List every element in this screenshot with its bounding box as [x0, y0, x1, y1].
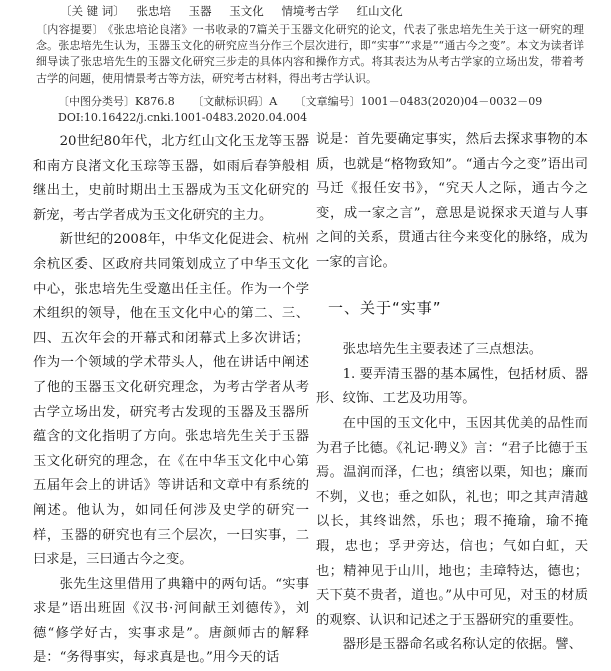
keyword: 红山文化 — [356, 4, 403, 18]
abstract-label: 〔内容提要〕 — [36, 23, 104, 36]
abstract — [36, 22, 584, 87]
body-paragraph: 20世纪80年代，北方红山文化玉龙等玉器和南方良渚文化玉琮等玉器，如雨后春笋般相继出土，史前时期出土玉器成为玉文化研究的新宠，考古学者成为玉文化研究的主力。 — [33, 134, 309, 223]
keyword: 情境考古学 — [281, 4, 339, 18]
keyword: 张忠培 — [136, 4, 171, 18]
body-paragraph: 张先生这里借用了典籍中的两句话。“实事求是”语出班固《汉书·河间献王刘德传》，刘德“修学好古，实事求是”。唐颜师古的解释是：“务得事实，每求真是也。”用今天的话 — [33, 576, 309, 666]
doi: DOI:10.16422/j.cnki.1001-0483.2020.04.004 — [58, 111, 308, 124]
right-column — [316, 128, 588, 658]
abstract-text: 《张忠培论良渚》一书收录的7篇关于玉器文化研究的论文，代表了张忠培先生关于这一研究的理念。张忠培先生认为，玉器玉文化的研究应当分作三个层次进行，即“实事”“求是”“通古今之变”。本文为读者详细导读了张忠培先生的玉器文化研究三步走的具体内容和操作方式。将其表达为从考古学家的立场出发，带着考古学的问题，使用情景考古等方法，研究考古材料，得出考古学认识。 — [36, 23, 584, 85]
keywords-line — [60, 3, 417, 19]
body-paragraph: 在中国的玉文化中，玉因其优美的品性而为君子比德。《礼记·聘义》言：“君子比德于玉焉。温润而泽，仁也；缜密以栗，知也；廉而不刿，义也；垂之如队，礼也；叩之其声清越以长，其终诎然，乐也；瑕不掩瑜，瑜不掩瑕，忠也；孚尹旁达，信也；气如白虹，天也；精神见于山川，地也；圭璋特达，德也；天下莫不贵者，道也。”从中可见，对玉的材质的观察、认识和记述之于玉器研究的重要性。 — [316, 415, 588, 628]
keyword: 玉文化 — [229, 4, 264, 18]
document-code: 〔文献标识码〕A — [192, 95, 278, 108]
classification-line — [58, 93, 556, 109]
body-paragraph: 器形是玉器命名或名称认定的依据。譬、 — [342, 637, 582, 653]
left-column — [33, 130, 309, 671]
section-heading: 一、关于“实事” — [328, 298, 442, 317]
body-paragraph: 新世纪的2008年，中华文化促进会、杭州余杭区委、区政府共同策划成立了中华玉文化中心，张忠培先生受邀出任主任。作为一个学术组织的领导，他在玉文化中心的第二、三、四、五次年会的开幕式和闭幕式上多次讲话；作为一个领域的学术带头人，他在讲话中阐述了他的玉器玉文化研究理念，为考古学者从考古学立场出发，研究考古发现的玉器及玉器所蕴含的文化指明了方向。张忠培先生关于玉器玉文化研究的理念，在《在中华玉文化中心第五届年会上的讲话》等讲话和文章中有系统的阐述。他认为，如同任何涉及史学的研究一样，玉器的研究也有三个层次，一曰实事，二曰求是，三曰通古今之变。 — [33, 232, 309, 568]
keyword: 玉器 — [188, 4, 212, 18]
clc-number: 〔中图分类号〕K876.8 — [58, 95, 175, 108]
body-paragraph-continued: 说是：首先要确定事实，然后去探求事物的本质，也就是“格物致知”。“通古今之变”语出司马迁《报任安书》，“究天人之际，通古今之变，成一家之言”，意思是说探求天道与人事之间的关系，贯通古往今来变化的脉络，成为一家的言论。 — [316, 132, 588, 270]
body-paragraph: 1. 要弄清玉器的基本属性，包括材质、器形、纹饰、工艺及功用等。 — [316, 366, 588, 407]
article-number: 〔文章编号〕1001－0483(2020)04－0032－09 — [294, 95, 543, 108]
body-paragraph: 张忠培先生主要表述了三点想法。 — [342, 342, 543, 358]
keywords-label: 〔关 键 词〕 — [60, 4, 125, 18]
